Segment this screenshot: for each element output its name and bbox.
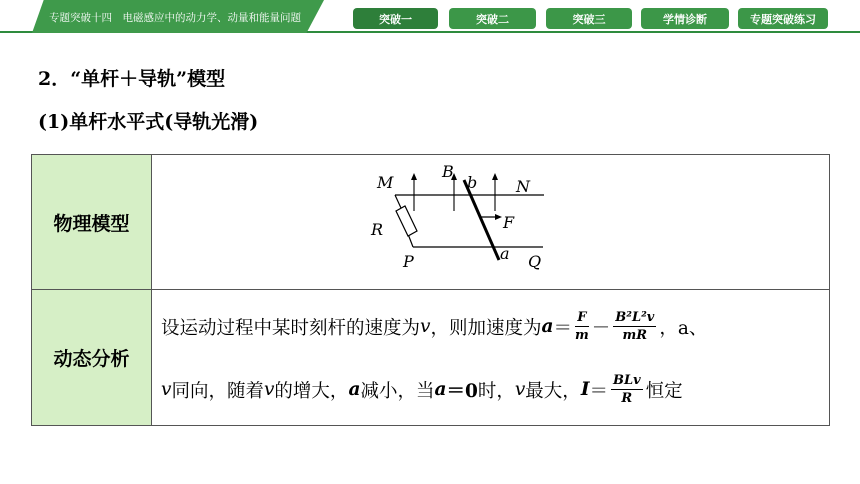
analysis-cell: [152, 290, 830, 426]
diagram-cell: [152, 155, 830, 290]
topic-title: 专题突破十四 电磁感应中的动力学、动量和能量问题: [49, 12, 301, 24]
table-row-analysis: [32, 290, 830, 426]
fraction-numerator: BLv: [612, 373, 641, 388]
equals-zero: ＝0: [446, 380, 478, 402]
analysis-tail: 恒定: [645, 380, 683, 402]
var-a: a: [541, 316, 554, 337]
label-B: B: [442, 162, 454, 181]
row-label-dynamic-analysis: 动态分析: [32, 290, 152, 426]
analysis-text: 同向，随着: [171, 380, 264, 402]
nav-tab-breakthrough-3[interactable]: 突破三: [546, 8, 632, 29]
table-row-model: [32, 155, 830, 290]
analysis-tail: ，a、: [659, 317, 708, 339]
fraction-B2L2v-over-mR: [613, 310, 656, 343]
minus-sign: －: [591, 317, 611, 339]
model-table: [31, 154, 830, 426]
var-v: v: [514, 379, 526, 400]
label-F: F: [503, 213, 515, 232]
var-v: v: [161, 379, 172, 400]
label-R: R: [371, 220, 384, 239]
label-a: a: [500, 244, 510, 263]
equals-sign: ＝: [589, 380, 608, 402]
top-bar: [0, 0, 860, 33]
analysis-text: 设运动过程中某时刻杆的速度为: [161, 317, 421, 339]
nav-tab-breakthrough-2[interactable]: 突破二: [449, 8, 536, 29]
equals-sign: ＝: [553, 317, 572, 339]
section-subheading: (1)单杆水平式(导轨光滑): [38, 111, 259, 133]
var-I: I: [580, 379, 590, 400]
fraction-BLv-over-R: [611, 373, 643, 406]
label-M: M: [377, 173, 394, 192]
analysis-line-2: [161, 373, 683, 406]
row-label-physical-model: 物理模型: [32, 155, 152, 290]
fraction-numerator: F: [577, 310, 587, 325]
var-a: a: [348, 379, 361, 400]
label-N: N: [516, 177, 530, 196]
var-v: v: [263, 379, 275, 400]
analysis-text: 时，: [477, 380, 515, 402]
analysis-text: 的增大，: [274, 380, 349, 402]
label-P: P: [403, 252, 414, 271]
rod: [464, 180, 499, 260]
resistor-lead-top: [395, 195, 401, 208]
label-b: b: [467, 173, 478, 192]
fraction-denominator: mR: [622, 328, 648, 343]
analysis-text: 减小，当: [360, 380, 435, 402]
fraction-denominator: R: [621, 391, 633, 406]
analysis-line-1: [161, 310, 707, 343]
force-arrow-head: [495, 214, 502, 220]
fraction-F-over-m: [575, 310, 589, 343]
label-Q: Q: [528, 252, 542, 271]
section-heading: 2．“单杆＋导轨”模型: [38, 68, 226, 90]
b-arrow-1: [411, 173, 417, 180]
nav-tab-diagnosis[interactable]: 学情诊断: [641, 8, 729, 29]
var-a: a: [434, 379, 447, 400]
rail-rod-diagram: [152, 155, 831, 289]
nav-tab-breakthrough-1[interactable]: 突破一: [353, 8, 438, 29]
fraction-denominator: m: [575, 328, 589, 343]
b-arrow-3: [492, 173, 498, 180]
fraction-numerator: B²L²v: [615, 310, 655, 325]
var-v: v: [420, 316, 431, 337]
analysis-text: 最大，: [525, 380, 581, 402]
nav-tab-practice[interactable]: 专题突破练习: [738, 8, 828, 29]
analysis-text: ，则加速度为: [430, 317, 542, 339]
